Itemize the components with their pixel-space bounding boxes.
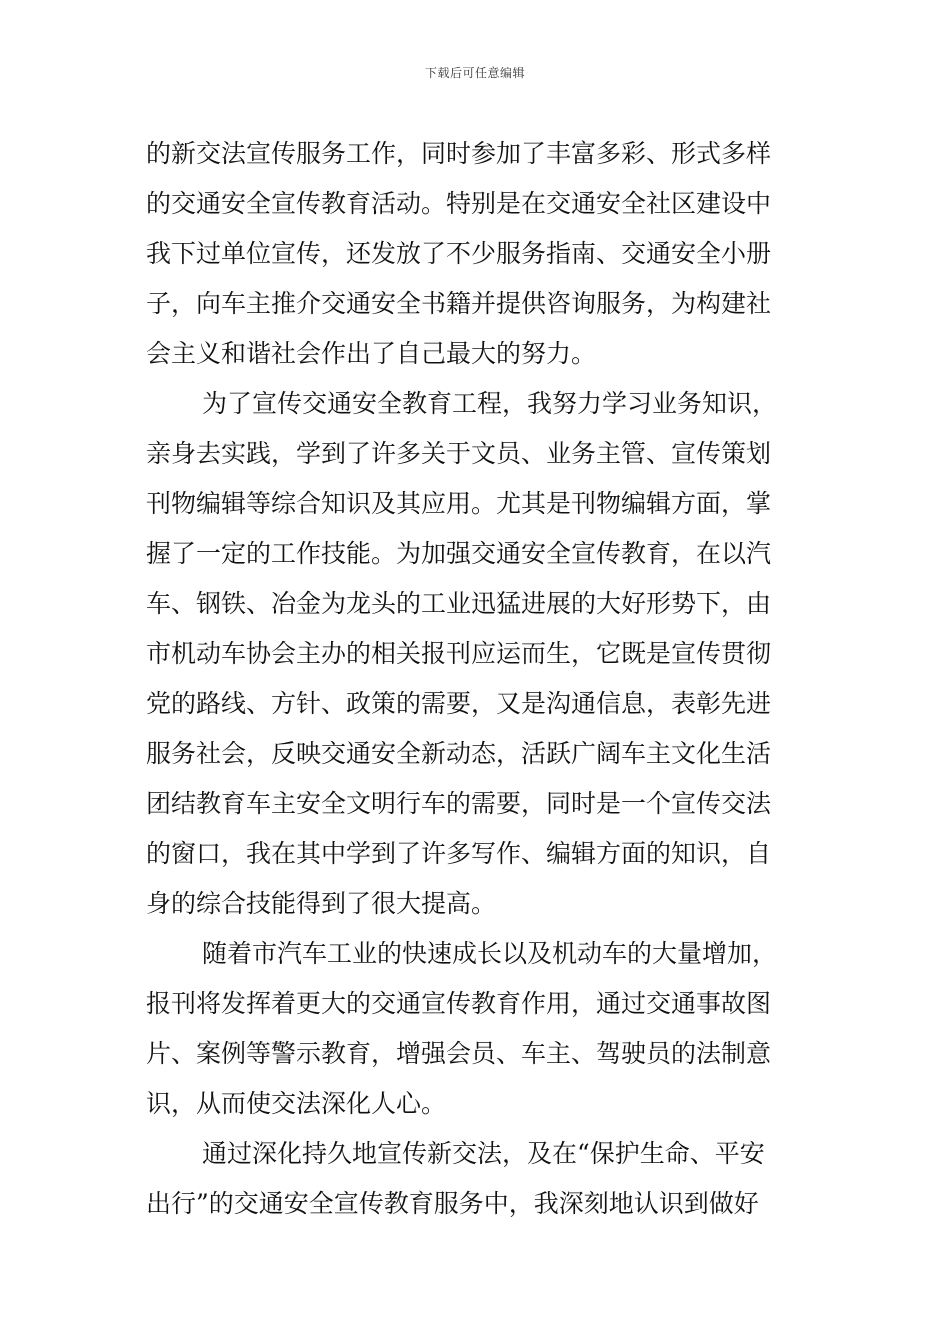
text-line: 团结教育车主安全文明行车的需要，同时是一个宣传交法 bbox=[146, 789, 772, 818]
text-line: 出行”的交通安全宣传教育服务中，我深刻地认识到做好 bbox=[146, 1189, 759, 1218]
paragraph-first-line: 随着市汽车工业的快速成长以及机动车的大量增加， bbox=[202, 939, 778, 968]
text-line: 会主义和谐社会作出了自己最大的努力。 bbox=[146, 339, 597, 368]
paragraph-first-line: 为了宣传交通安全教育工程，我努力学习业务知识， bbox=[202, 389, 778, 418]
text-line: 亲身去实践，学到了许多关于文员、业务主管、宣传策划 bbox=[146, 439, 772, 468]
text-line: 刊物编辑等综合知识及其应用。尤其是刊物编辑方面，掌 bbox=[146, 489, 772, 518]
text-line: 的新交法宣传服务工作，同时参加了丰富多彩、形式多样 bbox=[146, 139, 772, 168]
text-line: 片、案例等警示教育，增强会员、车主、驾驶员的法制意 bbox=[146, 1039, 772, 1068]
paragraph-first-line: 通过深化持久地宣传新交法，及在“保护生命、平安 bbox=[202, 1139, 765, 1168]
text-line: 车、钢铁、冶金为龙头的工业迅猛进展的大好形势下，由 bbox=[146, 589, 772, 618]
page-header-note: 下载后可任意编辑 bbox=[424, 66, 525, 80]
text-line: 我下过单位宣传，还发放了不少服务指南、交通安全小册 bbox=[146, 239, 772, 268]
text-line: 握了一定的工作技能。为加强交通安全宣传教育，在以汽 bbox=[146, 539, 772, 568]
text-line: 身的综合技能得到了很大提高。 bbox=[146, 889, 497, 918]
document-body bbox=[146, 129, 806, 1229]
text-line: 党的路线、方针、政策的需要，又是沟通信息，表彰先进 bbox=[146, 689, 772, 718]
text-line: 报刊将发挥着更大的交通宣传教育作用，通过交通事故图 bbox=[146, 989, 772, 1018]
text-line: 市机动车协会主办的相关报刊应运而生，它既是宣传贯彻 bbox=[146, 639, 772, 668]
text-line: 识，从而使交法深化人心。 bbox=[146, 1089, 447, 1118]
text-line: 的交通安全宣传教育活动。特别是在交通安全社区建设中 bbox=[146, 189, 772, 218]
text-line: 的窗口，我在其中学到了许多写作、编辑方面的知识，自 bbox=[146, 839, 772, 868]
text-line: 子，向车主推介交通安全书籍并提供咨询服务，为构建社 bbox=[146, 289, 772, 318]
text-line: 服务社会，反映交通安全新动态，活跃广阔车主文化生活 bbox=[146, 739, 772, 768]
